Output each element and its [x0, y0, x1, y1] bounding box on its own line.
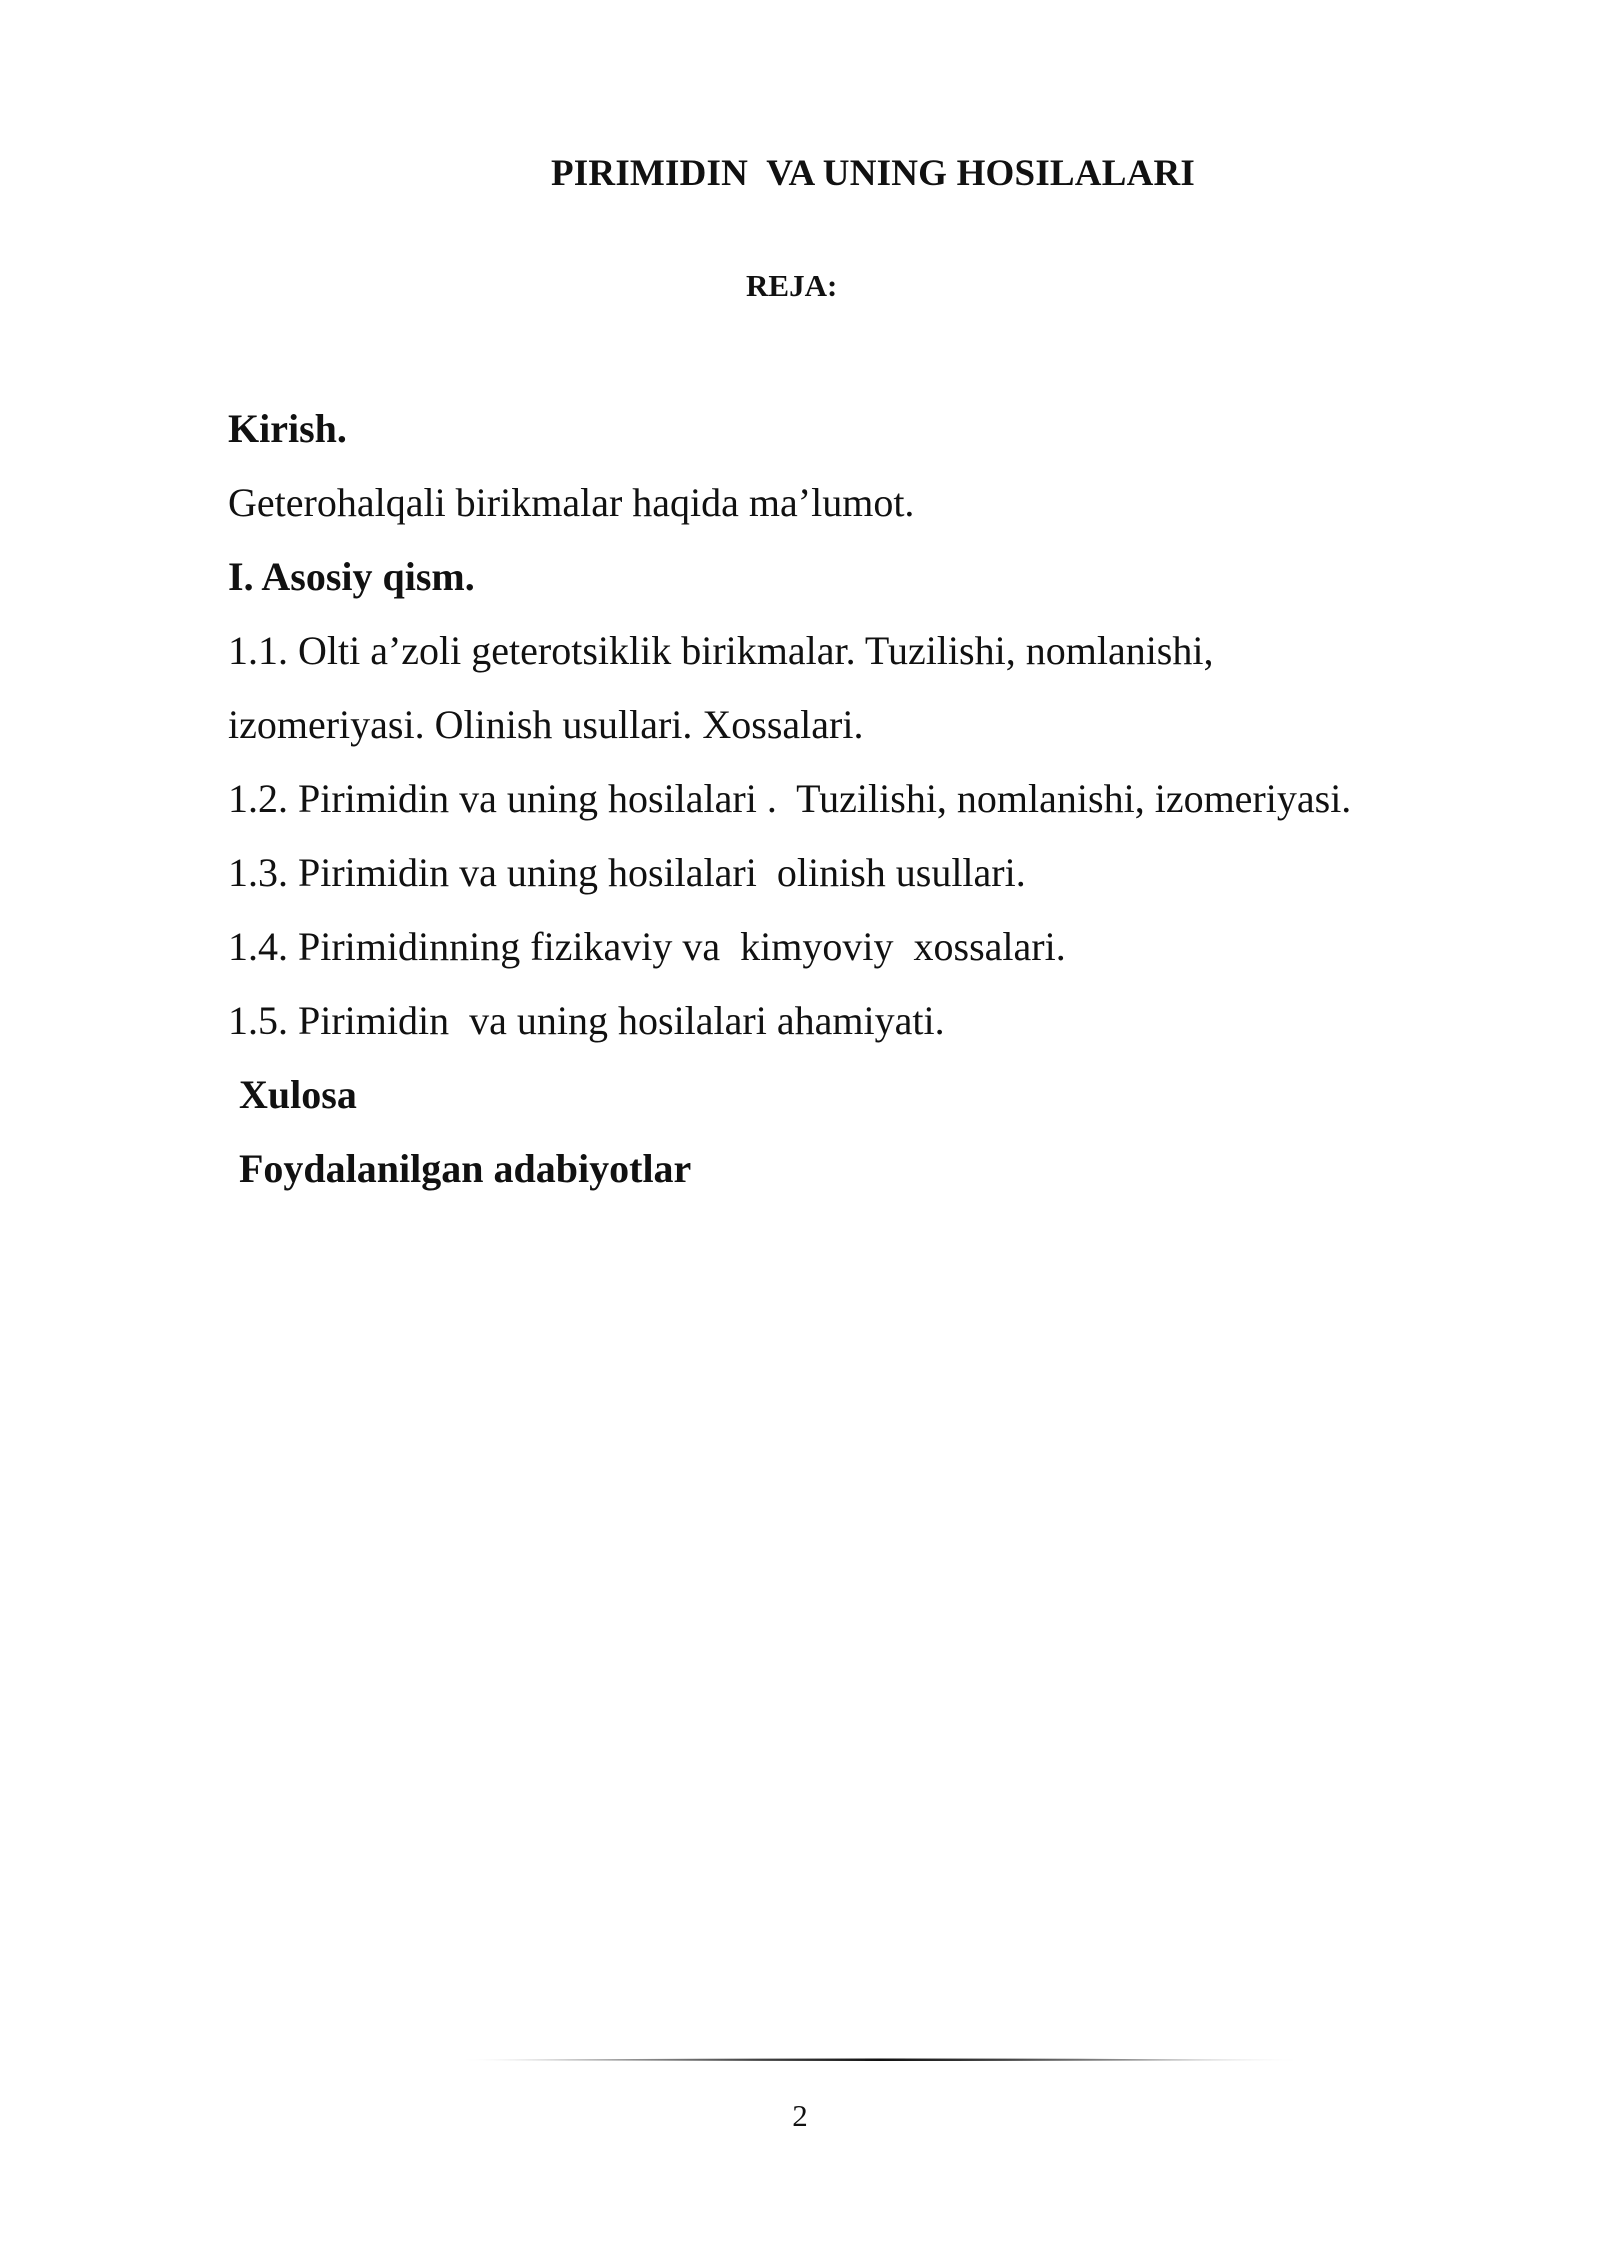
- toc-item-1-5: 1.5. Pirimidin va uning hosilalari ahamiyati.: [228, 998, 945, 1043]
- toc-item-1-1-line-2: izomeriyasi. Olinish usullari. Xossalari.: [228, 702, 864, 747]
- toc-item-1-3: 1.3. Pirimidin va uning hosilalari olinish usullari.: [228, 850, 1026, 895]
- footer-divider: [460, 2057, 1300, 2063]
- toc-item-references: Foydalanilgan adabiyotlar: [239, 1146, 692, 1191]
- toc-item-main-part: I. Asosiy qism.: [228, 554, 475, 599]
- toc-item-heterocycles-info: Geterohalqali birikmalar haqida ma’lumot.: [228, 480, 915, 525]
- document-title: PIRIMIDIN VA UNING HOSILALARI: [551, 153, 1196, 194]
- toc-item-conclusion: Xulosa: [239, 1072, 357, 1117]
- toc-item-1-4: 1.4. Pirimidinning fizikaviy va kimyoviy xossalari.: [228, 924, 1066, 969]
- toc-item-1-1-line-1: 1.1. Olti a’zoli geterotsiklik birikmalar. Tuzilishi, nomlanishi,: [228, 628, 1214, 673]
- page-number: 2: [792, 2098, 808, 2133]
- toc-item-1-2: 1.2. Pirimidin va uning hosilalari . Tuzilishi, nomlanishi, izomeriyasi.: [228, 776, 1352, 821]
- plan-heading: REJA:: [746, 268, 838, 303]
- table-of-contents: [228, 392, 1508, 1206]
- toc-item-introduction: Kirish.: [228, 406, 347, 451]
